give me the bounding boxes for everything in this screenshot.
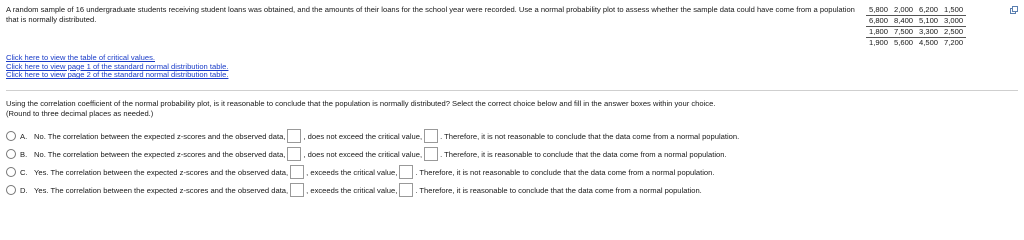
table-cell: 8,400 [891,16,916,27]
table-cell: 2,500 [941,27,966,38]
question [6,99,1016,119]
table-cell: 5,100 [916,16,941,27]
correlation-answer-box[interactable] [287,147,301,161]
choice-text: . Therefore, it is not reasonable to conclude that the data come from a normal population. [440,131,740,141]
table-cell: 3,000 [941,16,966,27]
choice-text: No. The correlation between the expected z-scores and the observed data, [34,149,286,159]
choice-a[interactable] [6,128,739,144]
choice-text: , does not exceed the critical value, [303,131,423,141]
choice-text: . Therefore, it is not reasonable to conclude that the data come from a normal population. [415,167,715,177]
table-cell: 1,900 [866,38,891,49]
loan-data-table [866,5,966,48]
radio-button[interactable] [6,131,16,141]
choice-text: , exceeds the critical value, [306,185,398,195]
table-cell: 5,800 [869,5,889,14]
critical-value-answer-box[interactable] [424,147,438,161]
correlation-answer-box[interactable] [287,129,301,143]
table-row [866,5,966,16]
critical-values-link[interactable]: Click here to view the table of critical values. [6,53,155,62]
normal-table-page1-link[interactable]: Click here to view page 1 of the standard normal distribution table. [6,61,229,71]
choice-text: Yes. The correlation between the expected z-scores and the observed data, [34,167,289,177]
reference-links [6,54,228,80]
choice-text: . Therefore, it is reasonable to conclude that the data come from a normal population. [415,185,702,195]
rounding-note: (Round to three decimal places as needed.) [6,109,154,118]
table-cell: 7,500 [891,27,916,38]
table-cell: 2,000 [894,5,914,14]
answer-choices [6,128,739,200]
choice-text: No. The correlation between the expected z-scores and the observed data, [34,131,286,141]
divider [6,90,1018,91]
critical-value-answer-box[interactable] [424,129,438,143]
choice-letter: A. [20,131,28,141]
radio-button[interactable] [6,167,16,177]
radio-button[interactable] [6,149,16,159]
choice-d[interactable] [6,182,739,198]
problem-statement: A random sample of 16 undergraduate students receiving student loans was obtained, and the amounts of their loans for the school year were recorded. Use a normal probability plot to assess whether the sample data could have come from a population that is normally distributed. [6,5,855,24]
choice-text: , exceeds the critical value, [306,167,398,177]
table-row [866,27,966,38]
correlation-answer-box[interactable] [290,165,304,179]
table-cell: 6,200 [919,5,939,14]
table-cell: 1,800 [866,27,891,38]
table-row [866,16,966,27]
copy-icon[interactable] [1010,6,1018,14]
table-cell: 6,800 [866,16,891,27]
choice-text: . Therefore, it is reasonable to conclude that the data come from a normal population. [440,149,727,159]
normal-table-page2-link[interactable]: Click here to view page 2 of the standard normal distribution table. [6,70,229,80]
choice-b[interactable] [6,146,739,162]
table-cell: 3,300 [916,27,941,38]
question-text: Using the correlation coefficient of the normal probability plot, is it reasonable to conclude that the population is normally distributed? Select the correct choice below and fill in the answer boxes within your choice. [6,99,716,108]
critical-value-answer-box[interactable] [399,183,413,197]
table-cell: 5,600 [891,38,916,49]
choice-letter: B. [20,149,28,159]
choice-c[interactable] [6,164,739,180]
choice-letter: D. [20,185,28,195]
choice-text: , does not exceed the critical value, [303,149,423,159]
choice-text: Yes. The correlation between the expected z-scores and the observed data, [34,185,289,195]
critical-value-answer-box[interactable] [399,165,413,179]
table-cell: 7,200 [941,38,966,49]
table-cell: 1,500 [944,5,964,14]
choice-letter: C. [20,167,28,177]
correlation-answer-box[interactable] [290,183,304,197]
table-row [866,38,966,49]
table-cell: 4,500 [916,38,941,49]
radio-button[interactable] [6,185,16,195]
